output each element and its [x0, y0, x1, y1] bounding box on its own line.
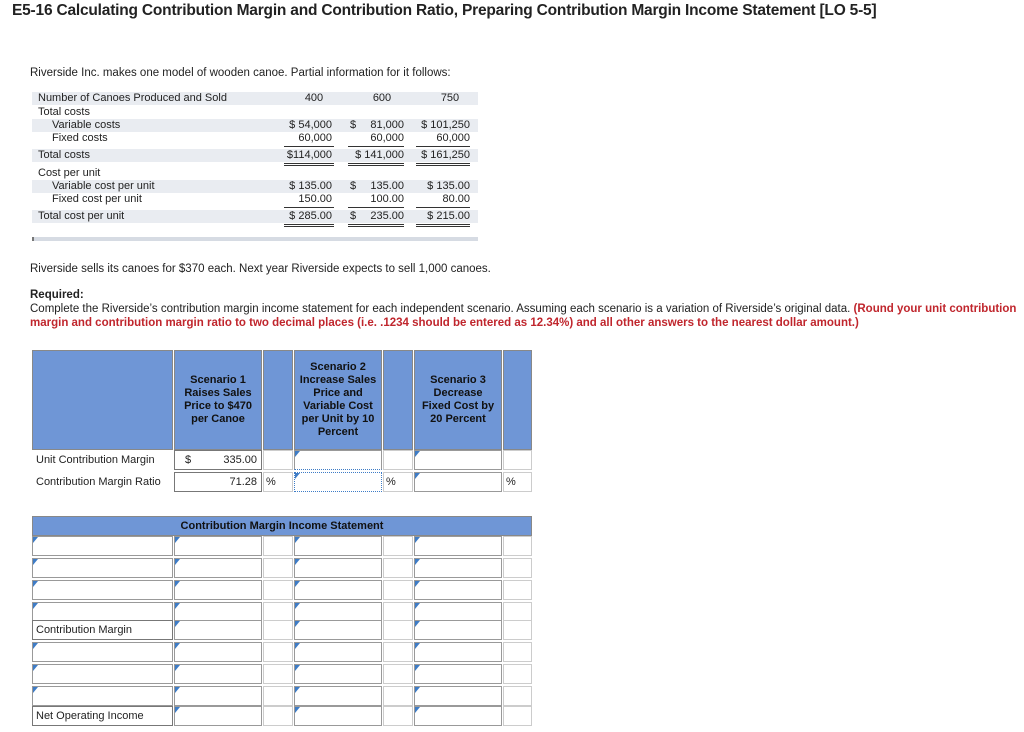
- total-costs-row: Total costs $114,000 $ 141,000 $ 161,250: [32, 149, 478, 162]
- statement-cell: [503, 580, 532, 600]
- required-text: Complete the Riverside’s contribution margin income statement for each independent scenario. Assuming each scenario is a variation of Riverside’s original data. (Round your unit contribution margin and contribution margin ratio to two decimal places (i.e. .1234 should be entered as 12.34%) and all other answers to the nearest dollar amount.): [30, 303, 1017, 329]
- statement-cell[interactable]: [32, 686, 173, 706]
- statement-cell: [383, 664, 413, 684]
- statement-cell[interactable]: [414, 664, 502, 684]
- statement-cell[interactable]: [294, 686, 382, 706]
- statement-cell[interactable]: [174, 580, 262, 600]
- ucm-s3-input[interactable]: [414, 450, 502, 470]
- section-title: Contribution Margin Income Statement: [180, 520, 384, 532]
- fixed-costs-row: Fixed costs 60,000 60,000 60,000: [52, 132, 470, 144]
- fixed-unit-row: Fixed cost per unit 150.00 100.00 80.00: [52, 193, 470, 205]
- statement-cell[interactable]: [294, 558, 382, 578]
- statement-cell[interactable]: [294, 580, 382, 600]
- required-heading: Required:: [30, 289, 84, 301]
- answer-grid: Scenario 1 Raises Sales Price to $470 per Canoe Scenario 2 Increase Sales Price and Variable Cost per Unit by 10 Percent Scenario 3 Decrease Fixed Cost by 20 Percent Unit Contribution Margin $ 335.00 Contribution Margin Ratio 71.28 % % % Contribution Margin Income Statement Contribution Margin Net Operating Income: [32, 350, 532, 730]
- statement-cell: [263, 580, 293, 600]
- statement-cell: [503, 664, 532, 684]
- header-label: Number of Canoes Produced and Sold: [38, 92, 227, 104]
- ucm-s1-value: 335.00: [223, 454, 257, 466]
- var-unit-row: Variable cost per unit $ 135.00 $ 135.00 $ 135.00: [32, 180, 478, 193]
- statement-cell[interactable]: [32, 558, 173, 578]
- statement-cell: [263, 558, 293, 578]
- statement-cell[interactable]: [294, 664, 382, 684]
- intro-text: Riverside Inc. makes one model of wooden canoe. Partial information for it follows:: [30, 67, 451, 79]
- statement-cell: [263, 706, 293, 726]
- statement-cell[interactable]: [414, 580, 502, 600]
- statement-cell[interactable]: [294, 642, 382, 662]
- statement-cell: [32, 620, 173, 640]
- statement-cell: [263, 642, 293, 662]
- statement-cell: [503, 620, 532, 640]
- col-750: 750: [440, 92, 460, 104]
- statement-cell[interactable]: [414, 602, 502, 622]
- statement-cell[interactable]: [294, 620, 382, 640]
- contribution-margin-label: Contribution Margin: [36, 624, 132, 636]
- col-600: 600: [372, 92, 392, 104]
- statement-cell[interactable]: [174, 686, 262, 706]
- total-unit-row: Total cost per unit $ 285.00 $ 235.00 $ 215.00: [32, 210, 478, 223]
- ucm-label: Unit Contribution Margin: [36, 454, 155, 466]
- ucm-s1-dollar: $: [185, 454, 192, 466]
- statement-cell: [263, 686, 293, 706]
- statement-cell: [503, 536, 532, 556]
- statement-cell: [263, 602, 293, 622]
- cmr-s3-input[interactable]: [414, 472, 502, 492]
- scenario-2-header: Scenario 2 Increase Sales Price and Variable Cost per Unit by 10 Percent: [299, 361, 377, 438]
- statement-cell[interactable]: [414, 706, 502, 726]
- statement-cell[interactable]: [32, 642, 173, 662]
- statement-cell: [383, 558, 413, 578]
- cmr-s2-input[interactable]: [294, 472, 382, 492]
- statement-cell[interactable]: [174, 664, 262, 684]
- statement-cell: [383, 602, 413, 622]
- cost-per-unit-heading: Cost per unit: [38, 167, 101, 179]
- scenario-1-header: Scenario 1 Raises Sales Price to $470 per Canoe: [184, 374, 252, 425]
- statement-cell[interactable]: [294, 706, 382, 726]
- statement-cell[interactable]: [32, 580, 173, 600]
- statement-cell[interactable]: [294, 536, 382, 556]
- statement-cell: [383, 642, 413, 662]
- statement-cell[interactable]: [174, 642, 262, 662]
- statement-cell: [383, 536, 413, 556]
- net-operating-income-label: Net Operating Income: [36, 710, 144, 722]
- page-title: E5-16 Calculating Contribution Margin and Contribution Ratio, Preparing Contribution Margin Income Statement [LO 5-5]: [12, 2, 877, 19]
- info-header-row: [32, 92, 478, 105]
- statement-cell[interactable]: [32, 536, 173, 556]
- statement-cell[interactable]: [174, 536, 262, 556]
- statement-cell[interactable]: [32, 664, 173, 684]
- statement-cell: [263, 536, 293, 556]
- rounding-instructions: (Round your unit contribution margin and contribution margin ratio to two decimal places (i.e. .1234 should be entered as 12.34%) and all other answers to the nearest dollar amount.): [30, 303, 1017, 329]
- variable-costs-row: Variable costs $ 54,000 $ 81,000 $ 101,250: [32, 119, 478, 132]
- statement-cell: [503, 706, 532, 726]
- statement-cell[interactable]: [174, 558, 262, 578]
- statement-cell[interactable]: [32, 602, 173, 622]
- sales-info-text: Riverside sells its canoes for $370 each. Next year Riverside expects to sell 1,000 canoes.: [30, 263, 491, 275]
- cmr-label: Contribution Margin Ratio: [36, 476, 161, 488]
- statement-cell: [32, 706, 173, 726]
- statement-cell[interactable]: [414, 558, 502, 578]
- scenario-3-header: Scenario 3 Decrease Fixed Cost by 20 Percent: [421, 374, 495, 425]
- statement-cell: [383, 706, 413, 726]
- total-costs-heading: Total costs: [38, 106, 90, 118]
- statement-cell[interactable]: [174, 602, 262, 622]
- statement-cell: [503, 602, 532, 622]
- statement-cell: [263, 620, 293, 640]
- statement-cell[interactable]: [174, 620, 262, 640]
- statement-cell: [503, 558, 532, 578]
- statement-cell: [263, 664, 293, 684]
- statement-cell[interactable]: [294, 602, 382, 622]
- statement-cell: [383, 620, 413, 640]
- statement-cell: [383, 580, 413, 600]
- statement-cell: [503, 642, 532, 662]
- statement-cell: [503, 686, 532, 706]
- ucm-s2-input[interactable]: [294, 450, 382, 470]
- statement-cell: [383, 686, 413, 706]
- statement-cell[interactable]: [174, 706, 262, 726]
- statement-cell[interactable]: [414, 620, 502, 640]
- ucm-s1-cell: [174, 450, 262, 470]
- col-400: 400: [304, 92, 324, 104]
- statement-cell[interactable]: [414, 686, 502, 706]
- statement-cell[interactable]: [414, 642, 502, 662]
- cmr-s1-cell: [174, 472, 262, 492]
- cmr-s1-value: 71.28: [229, 476, 257, 488]
- statement-cell[interactable]: [414, 536, 502, 556]
